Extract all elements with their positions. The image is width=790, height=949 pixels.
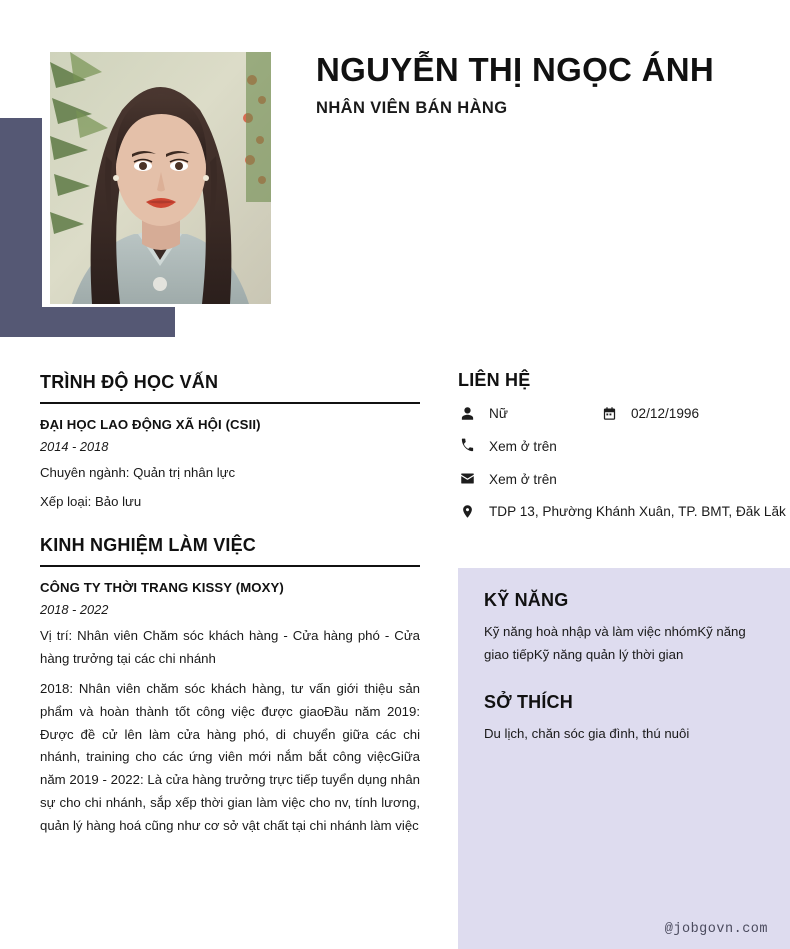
contact-email-value: Xem ở trên <box>489 471 557 487</box>
job-title: NHÂN VIÊN BÁN HÀNG <box>316 98 508 117</box>
education-dates: 2014 - 2018 <box>40 439 109 454</box>
experience-dates: 2018 - 2022 <box>40 601 109 617</box>
contact-item-gender <box>458 403 600 425</box>
left-column <box>40 372 420 837</box>
section-spacer <box>40 513 420 535</box>
education-heading: TRÌNH ĐỘ HỌC VẤN <box>40 372 219 392</box>
experience-position: Vị trí: Nhân viên Chăm sóc khách hàng - Cửa hàng phó - Cửa hàng trưởng tại các chi nhánh <box>40 627 420 666</box>
page-title: NGUYỄN THỊ NGỌC ÁNH <box>316 51 715 88</box>
contact-item-birthday <box>600 403 699 425</box>
contact-gender-value: Nữ <box>489 406 508 421</box>
contact-birthday-value: 02/12/1996 <box>631 406 700 421</box>
location-pin-icon <box>458 502 476 520</box>
avatar <box>50 52 271 304</box>
education-section <box>40 372 420 513</box>
skills-heading: KỸ NĂNG <box>484 590 569 610</box>
contact-row-phone <box>458 436 790 458</box>
experience-divider <box>40 565 420 567</box>
education-major: Chuyên ngành: Quản trị nhân lực <box>40 465 236 480</box>
contact-phone-value: Xem ở trên <box>489 438 557 454</box>
skills-text: Kỹ năng hoà nhập và làm việc nhómKỹ năng giao tiếpKỹ năng quản lý thời gian <box>484 624 746 662</box>
education-divider <box>40 402 420 404</box>
contact-row-email <box>458 469 790 491</box>
phone-icon <box>458 437 476 455</box>
contact-item-address <box>458 501 786 523</box>
contact-address-value: TDP 13, Phường Khánh Xuân, TP. BMT, Đăk Lăk <box>489 504 786 520</box>
experience-company: CÔNG TY THỜI TRANG KISSY (MOXY) <box>40 579 284 595</box>
experience-heading: KINH NGHIỆM LÀM VIỆC <box>40 534 257 555</box>
contact-row-address <box>458 501 790 523</box>
experience-section <box>40 535 420 837</box>
hobbies-heading: SỞ THÍCH <box>484 692 573 713</box>
watermark: @jobgovn.com <box>664 922 768 937</box>
contact-row-gender-birthday <box>458 403 790 425</box>
calendar-icon <box>600 404 618 422</box>
decorative-block-bottom <box>0 307 175 337</box>
header-text <box>316 52 766 118</box>
hobbies-text: Du lịch, chăn sóc gia đình, thú nuôi <box>484 726 690 742</box>
education-school: ĐẠI HỌC LAO ĐỘNG XÃ HỘI (CSII) <box>40 417 261 432</box>
education-grade: Xếp loại: Bảo lưu <box>40 494 142 510</box>
portrait-photo <box>50 52 271 304</box>
skills-panel <box>458 568 790 949</box>
contact-heading: LIÊN HỆ <box>458 370 531 390</box>
contact-section <box>458 370 790 534</box>
decorative-block-left <box>0 118 42 337</box>
person-icon <box>458 404 476 422</box>
contact-item-email <box>458 469 557 491</box>
mail-icon <box>458 470 476 488</box>
experience-description: 2018: Nhân viên chăm sóc khách hàng, tư vấn giới thiệu sản phẩm và hoàn thành tốt công việc được giaoĐầu năm 2019: Được đề cử lên làm cửa hàng phó, di chuyển giữa các chi nhánh, training cho các ứng viên mới nắm bắt công việcGiữa năm 2019 - 2022: Là cửa hàng trưởng trực tiếp tuyển dụng nhân sự cho chi nhánh, sắp xếp thời gian làm việc cho nv, tính lương, quản lý hàng hoá cũng như cơ sở vật chất tại chi nhánh làm việc <box>40 681 420 833</box>
contact-item-phone <box>458 436 557 458</box>
